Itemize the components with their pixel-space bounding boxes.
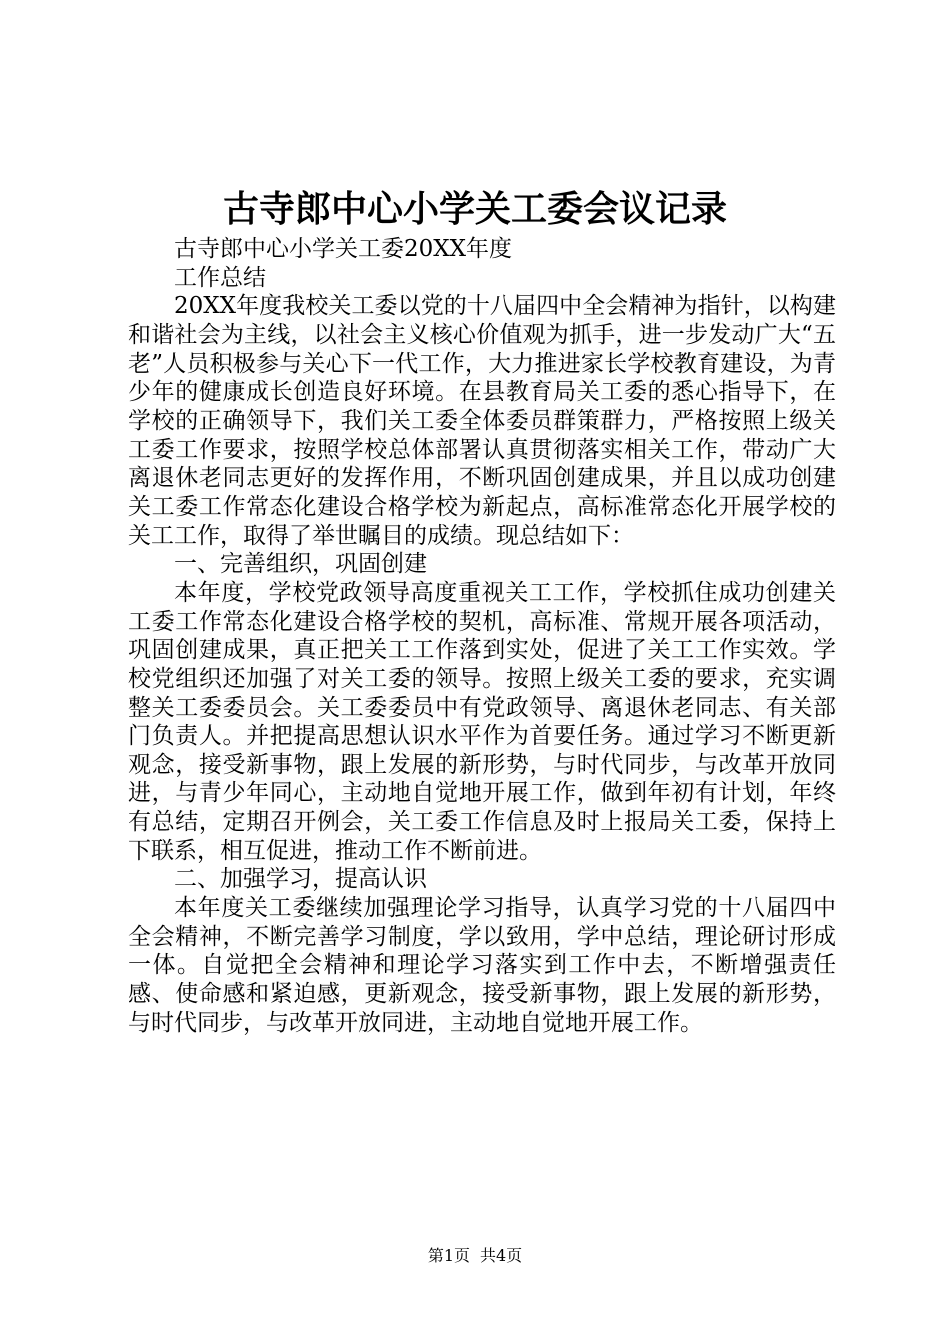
subtitle-line-2: 工作总结 xyxy=(174,264,266,291)
subtitle-line-1: 古寺郎中心小学关工委20XX年度 xyxy=(174,236,513,262)
document-title: 古寺郎中心小学关工委会议记录 xyxy=(222,188,727,230)
intro-paragraph: 20XX年度我校关工委以党的十八届四中全会精神为指针，以构建和谐社会为主线，以社会主义核心价值观为抓手，进一步发动广大“五老”人员积极参与关心下一代工作，大力推进家长学校教育建设，为青少年的健康成长创造良好环境。在县教育局关工委的悉心指导下，在学校的正确领导下，我们关工委全体委员群策群力，严格按照上级关工委工作要求，按照学校总体部署认真贯彻落实相关工作，带动广大离退休老同志更好的发挥作用，不断巩固创建成果，并且以成功创建关工委工作常态化建设合格学校为新起点，高标准常态化开展学校的关工工作，取得了举世瞩目的成绩。现总结如下： xyxy=(128,293,836,549)
page-number: 第1页 xyxy=(427,1246,470,1265)
section-2-paragraph: 本年度关工委继续加强理论学习指导，认真学习党的十八届四中全会精神，不断完善学习制度，学以致用，学中总结，理论研讨形成一体。自觉把全会精神和理论学习落实到工作中去，不断增强责任感、使命感和紧迫感，更新观念，接受新事物，跟上发展的新形势，与时代同步，与改革开放同进，主动地自觉地开展工作。 xyxy=(128,895,836,1036)
section-heading-2: 二、加强学习，提高认识 xyxy=(174,866,427,893)
page-total: 共4页 xyxy=(480,1246,523,1265)
page-footer xyxy=(0,1245,950,1267)
section-heading-1: 一、完善组织，巩固创建 xyxy=(174,551,427,578)
section-1-paragraph: 本年度，学校党政领导高度重视关工工作，学校抓住成功创建关工委工作常态化建设合格学校的契机，高标准、常规开展各项活动，巩固创建成果，真正把关工工作落到实处，促进了关工工作实效。学校党组织还加强了对关工委的领导。按照上级关工委的要求，充实调整关工委委员会。关工委委员中有党政领导、离退休老同志、有关部门负责人。并把提高思想认识水平作为首要任务。通过学习不断更新观念，接受新事物，跟上发展的新形势，与时代同步，与改革开放同进，与青少年同心，主动地自觉地开展工作，做到年初有计划，年终有总结，定期召开例会，关工委工作信息及时上报局关工委，保持上下联系，相互促进，推动工作不断前进。 xyxy=(128,579,836,864)
document-body xyxy=(128,235,836,1037)
